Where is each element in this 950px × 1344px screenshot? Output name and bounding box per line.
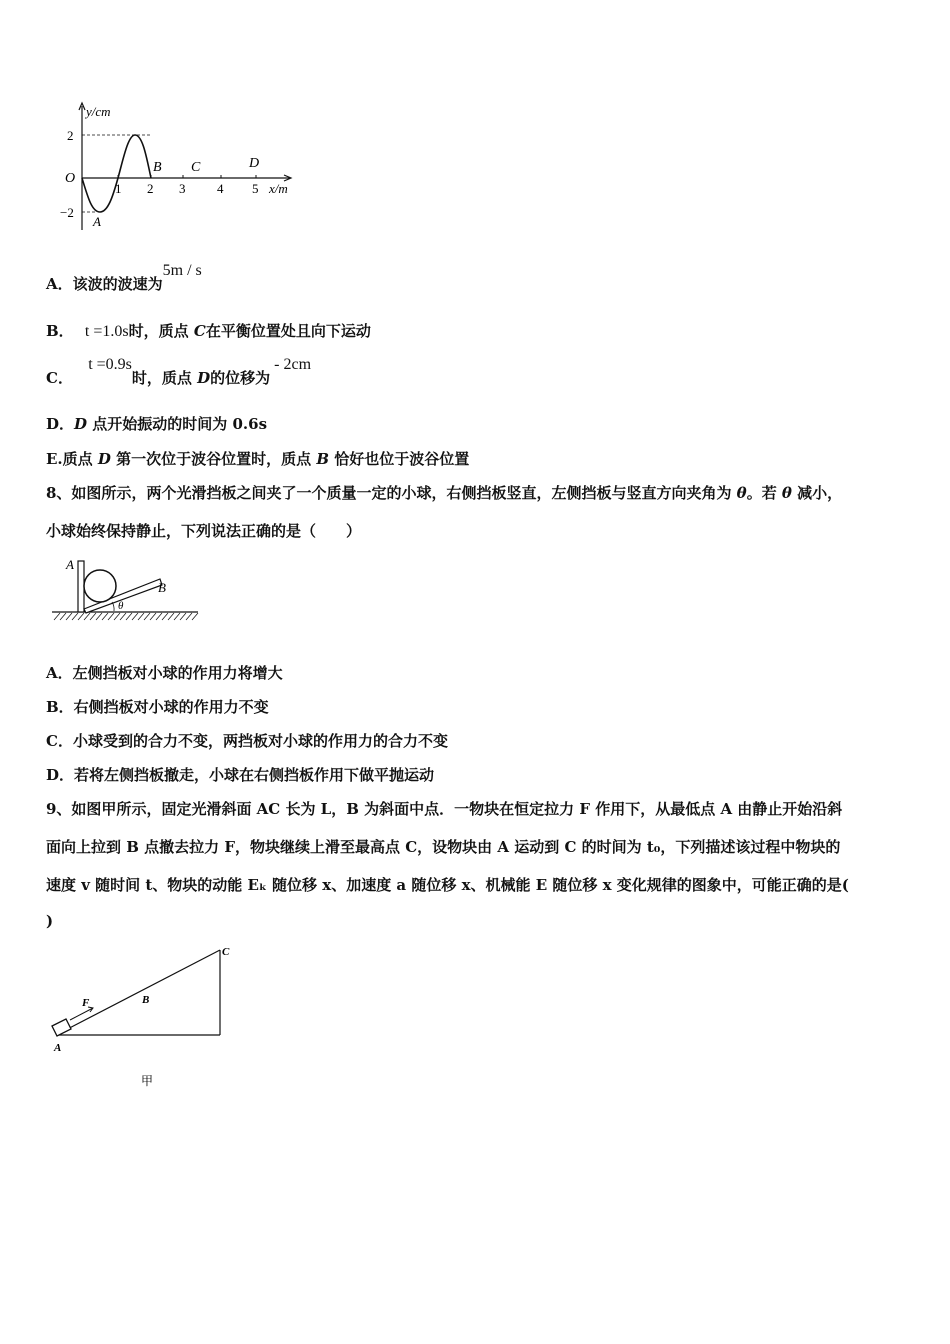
q7-option-a-text: A．该波的波速为 bbox=[46, 275, 163, 293]
point-d-label: D bbox=[249, 156, 260, 171]
q8-option-b: B．右侧挡板对小球的作用力不变 bbox=[46, 698, 269, 716]
x-tick-1: 1 bbox=[115, 181, 122, 196]
q7-option-c-math: t =0.9s bbox=[88, 356, 132, 373]
q7-option-b-math: t =1.0s bbox=[84, 323, 129, 340]
q9-caption: 甲 bbox=[141, 1074, 154, 1088]
q7-option-c-math2: - 2cm bbox=[274, 356, 312, 373]
point-c-label: C bbox=[191, 160, 201, 175]
q7-option-e-letter: E.质点 bbox=[46, 450, 98, 468]
q7-option-c-text2: 的位移为 bbox=[210, 369, 271, 387]
x-tick-3: 3 bbox=[179, 181, 186, 196]
q8-stem-a: 8、如图所示，两个光滑挡板之间夹了一个质量一定的小球，右侧挡板竖直，左侧挡板与竖直方向夹角为 bbox=[46, 484, 737, 502]
q7-option-e bbox=[46, 448, 469, 469]
x-tick-5: 5 bbox=[252, 181, 259, 196]
q7-option-e-text1: 第一次位于波谷位置时，质点 bbox=[110, 450, 317, 468]
q7-option-d-text: 点开始振动的时间为 0.6s bbox=[87, 415, 268, 433]
q7-option-c bbox=[46, 356, 312, 388]
wave-graph-figure bbox=[55, 98, 305, 233]
q9-label-c: C bbox=[222, 946, 230, 958]
q7-option-b-letter: B． bbox=[46, 322, 74, 340]
q7-option-c-letter: C． bbox=[46, 369, 73, 387]
q9-stem-line1: 9、如图甲所示，固定光滑斜面 AC 长为 L，B 为斜面中点．一物块在恒定拉力 F 作用下，从最低点 A 由静止开始沿斜 bbox=[46, 800, 843, 818]
q7-option-d-letter: D． bbox=[46, 415, 75, 433]
q9-incline-figure bbox=[46, 940, 246, 1090]
q7-option-b bbox=[46, 320, 371, 341]
q7-option-d bbox=[46, 413, 267, 434]
q8-theta: θ bbox=[736, 484, 747, 502]
x-axis-label: x/m bbox=[269, 181, 288, 196]
q7-option-b-text2: 在平衡位置处且向下运动 bbox=[205, 322, 371, 340]
q7-option-e-var: D bbox=[97, 450, 111, 468]
q8-option-a: A．左侧挡板对小球的作用力将增大 bbox=[46, 664, 283, 682]
q8-stem-c: 减小， bbox=[791, 484, 843, 502]
q7-option-b-text1: 时，质点 bbox=[128, 322, 194, 340]
q9-stem-line2: 面向上拉到 B 点撤去拉力 F，物块继续上滑至最高点 C，设物块由 A 运动到 C 的时间为 t₀，下列描述该过程中物块的 bbox=[46, 838, 841, 856]
q7-option-a bbox=[46, 262, 202, 294]
q9-label-a: A bbox=[54, 1042, 62, 1054]
point-b-label: B bbox=[153, 160, 162, 175]
origin-label: O bbox=[65, 171, 76, 186]
q8-label-a: A bbox=[66, 557, 74, 572]
x-tick-4: 4 bbox=[217, 181, 224, 196]
q8-option-d: D．若将左侧挡板撤走，小球在右侧挡板作用下做平抛运动 bbox=[46, 766, 435, 784]
q7-option-a-math: 5m / s bbox=[162, 262, 202, 279]
q8-label-b: B bbox=[158, 580, 166, 595]
q7-option-b-var: C bbox=[193, 322, 206, 340]
x-tick-2: 2 bbox=[147, 181, 154, 196]
y-tick-2: 2 bbox=[67, 128, 74, 143]
point-a-label: A bbox=[93, 214, 101, 229]
y-tick-neg2: −2 bbox=[60, 205, 74, 220]
q8-stem-b: 。若 bbox=[746, 484, 782, 502]
q9-stem-line4: ) bbox=[46, 912, 54, 930]
q7-option-c-text1: 时，质点 bbox=[131, 369, 198, 387]
q8-theta-2: θ bbox=[781, 484, 792, 502]
q9-stem-line3: 速度 v 随时间 t、物块的动能 Eₖ 随位移 x、加速度 a 随位移 x、机械能 E 随位移 x 变化规律的图象中，可能正确的是( bbox=[46, 876, 849, 894]
q7-option-d-var: D bbox=[74, 415, 88, 433]
q7-option-c-var: D bbox=[197, 369, 211, 387]
q8-stem-line2: 小球始终保持静止，下列说法正确的是（ ） bbox=[46, 522, 362, 540]
q9-label-b: B bbox=[142, 994, 150, 1006]
y-axis-label: y/cm bbox=[86, 104, 111, 119]
q9-label-f: F bbox=[82, 997, 90, 1009]
q8-stem-line1 bbox=[46, 482, 842, 503]
q8-label-theta: θ bbox=[118, 600, 124, 612]
q7-option-e-text2: 恰好也位于波谷位置 bbox=[329, 450, 470, 468]
q8-ball-figure bbox=[50, 555, 210, 627]
q8-option-c: C．小球受到的合力不变，两挡板对小球的作用力的合力不变 bbox=[46, 732, 448, 750]
q7-option-e-var2: B bbox=[316, 450, 330, 468]
